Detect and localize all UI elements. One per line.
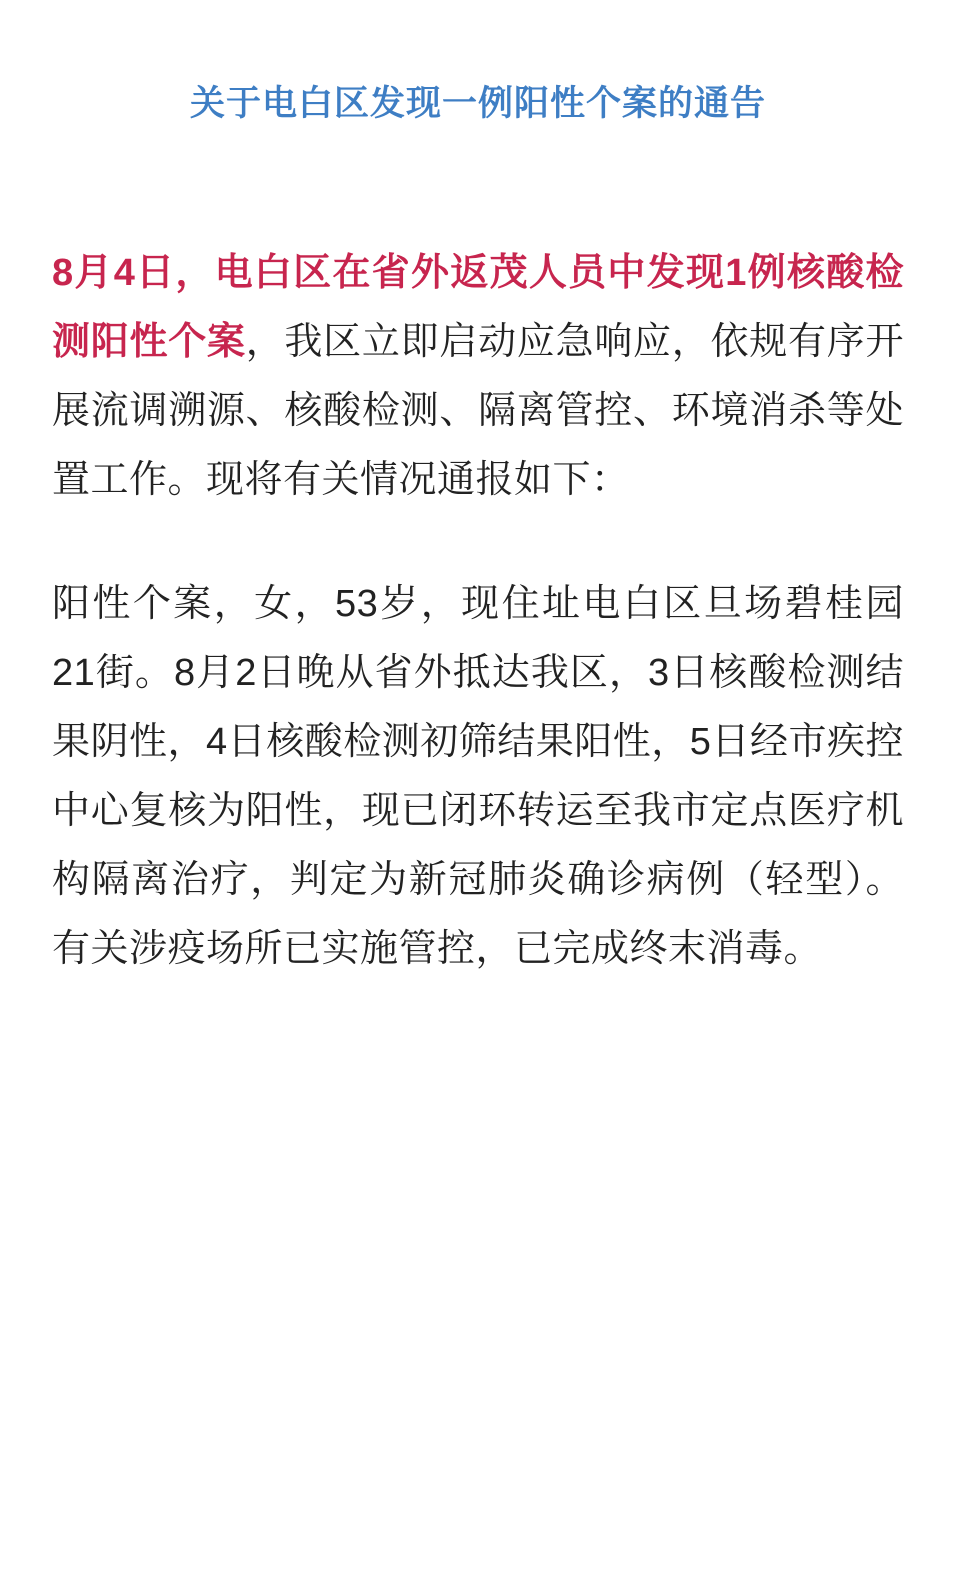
page-title: 关于电白区发现一例阳性个案的通告 — [189, 84, 766, 124]
paragraph-2-text: 阳性个案，女，53岁，现住址电白区旦场碧桂园21街。8月2日晚从省外抵达我区，3日核酸检测结果阴性，4日核酸检测初筛结果阳性，5日经市疾控中心复核为阳性，现已闭环转运至我市定点医疗机构隔离治疗，判定为新冠肺炎确诊病例（轻型）。有关涉疫场所已实施管控，已完成终末消毒。 — [52, 582, 904, 971]
paragraph-2 — [52, 570, 904, 985]
document-body — [52, 239, 904, 985]
paragraph-1-highlight: 8月4日，电白区在省外返茂人员中发现1例核酸检测阳性个案 — [52, 251, 904, 364]
paragraph-1-text: ，我区立即启动应急响应，依规有序开展流调溯源、核酸检测、隔离管控、环境消杀等处置工作。现将有关情况通报如下： — [52, 321, 904, 502]
paragraph-1 — [52, 239, 904, 516]
notice-document — [0, 23, 956, 1591]
